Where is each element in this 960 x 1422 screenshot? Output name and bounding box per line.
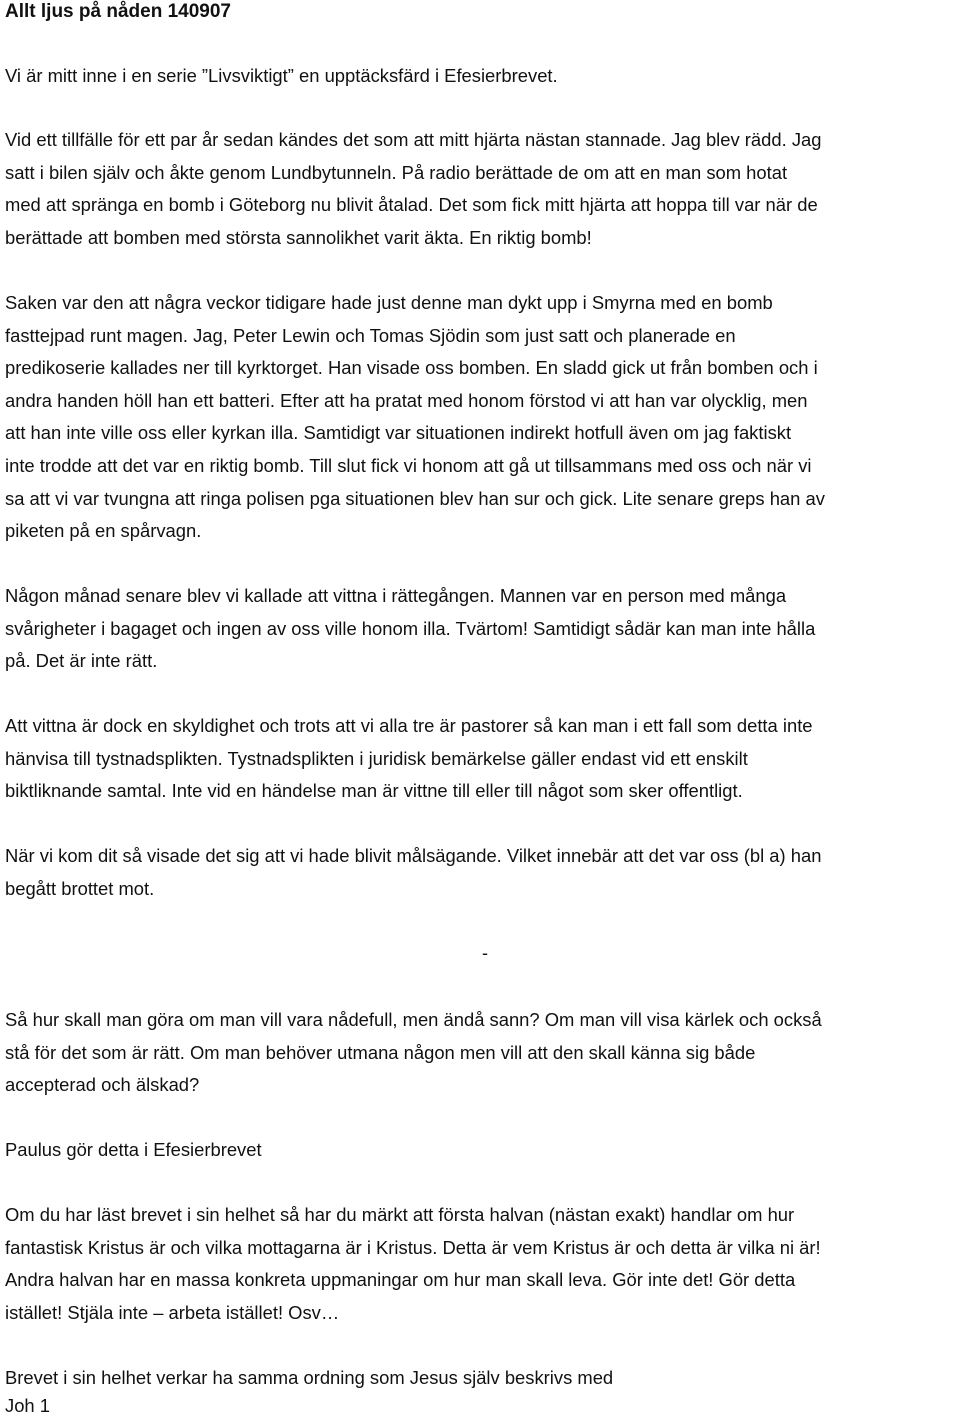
section-separator: - (482, 943, 488, 963)
text-line: inte trodde att det var en riktig bomb. Till slut fick vi honom att gå ut tillsammans med oss och när vi (5, 454, 812, 476)
text-line: Vid ett tillfälle för ett par år sedan kändes det som att mitt hjärta nästan stannade. Jag blev rädd. Jag (5, 129, 822, 150)
text-line: satt i bilen själv och åkte genom Lundbytunneln. På radio berättade de om att en man som hotat (5, 161, 788, 183)
text-line: Att vittna är dock en skyldighet och trots att vi alla tre är pastorer så kan man i ett fall som detta inte (5, 715, 813, 736)
text-line: begått brottet mot. (5, 877, 155, 899)
text-line: andra handen höll han ett batteri. Efter att ha pratat med honom förstod vi att han var olycklig, men (5, 389, 808, 411)
paragraph-order (5, 1362, 957, 1422)
text-line: svårigheter i bagaget och ingen av oss ville honom illa. Tvärtom! Samtidigt sådär kan man inte hålla (5, 617, 816, 639)
text-line: Paulus gör detta i Efesierbrevet (5, 1139, 262, 1160)
text-line: Andra halvan har en massa konkreta uppmaningar om hur man skall leva. Gör inte det! Gör detta (5, 1269, 796, 1291)
paragraph-intro (5, 60, 957, 93)
paragraph-testify (5, 710, 957, 808)
paragraph-trial (5, 580, 957, 678)
text-line: att han inte ville oss eller kyrkan illa. Samtidigt var situationen indirekt hotfull även om jag faktiskt (5, 422, 792, 444)
text-line: berättade att bomben med största sannolikhet varit äkta. En riktig bomb! (5, 226, 592, 248)
text-line: När vi kom dit så visade det sig att vi hade blivit målsägande. Vilket innebär att det var oss (bl a) han (5, 845, 822, 866)
text-line: fantastisk Kristus är och vilka mottagarna är i Kristus. Detta är vem Kristus är och detta är vilka ni är! (5, 1236, 821, 1258)
text-line: på. Det är inte rätt. (5, 650, 158, 672)
text-line: sa att vi var tvungna att ringa polisen pga situationen blev han sur och gick. Lite senare greps han av (5, 487, 825, 509)
text-line: stå för det som är rätt. Om man behöver utmana någon men vill att den skall känna sig både (5, 1041, 756, 1063)
text-line: Brevet i sin helhet verkar ha samma ordning som Jesus själv beskrivs med (5, 1367, 614, 1388)
paragraph-tunnel (5, 124, 957, 254)
text-line: fasttejpad runt magen. Jag, Peter Lewin och Tomas Sjödin som just satt och planerade en (5, 324, 736, 346)
text-line: piketen på en spårvagn. (5, 520, 202, 542)
text-line: Så hur skall man göra om man vill vara nådefull, men ändå sann? Om man vill visa kärlek och också (5, 1009, 822, 1030)
text-line: Vi är mitt inne i en serie ”Livsviktigt” en upptäcksfärd i Efesierbrevet. (5, 65, 558, 86)
text-line: Saken var den att några veckor tidigare hade just denne man dykt upp i Smyrna med en bomb (5, 292, 773, 313)
text-line: istället! Stjäla inte – arbeta istället! Osv… (5, 1301, 340, 1323)
paragraph-letter (5, 1199, 957, 1329)
document-title: Allt ljus på nåden 140907 (5, 1, 231, 22)
paragraph-smyrna (5, 287, 957, 548)
paragraph-question (5, 1004, 957, 1102)
text-line: accepterad och älskad? (5, 1074, 200, 1096)
paragraph-paulus (5, 1134, 957, 1167)
text-line: med att spränga en bomb i Göteborg nu blivit åtalad. Det som fick mitt hjärta att hoppa till var när de (5, 194, 818, 216)
text-line: hänvisa till tystnadsplikten. Tystnadsplikten i juridisk bemärkelse gäller endast vid ett enskilt (5, 747, 748, 769)
text-line: biktliknande samtal. Inte vid en händelse man är vittne till eller till något som sker offentligt. (5, 780, 743, 802)
paragraph-plaintiff (5, 840, 957, 905)
text-line: Joh 1 (5, 1394, 50, 1416)
text-line: Någon månad senare blev vi kallade att vittna i rättegången. Mannen var en person med många (5, 585, 787, 606)
text-line: predikoserie kallades ner till kyrktorget. Han visade oss bomben. En sladd gick ut från bomben och i (5, 357, 818, 379)
text-line: Om du har läst brevet i sin helhet så har du märkt att första halvan (nästan exakt) handlar om hur (5, 1204, 795, 1225)
